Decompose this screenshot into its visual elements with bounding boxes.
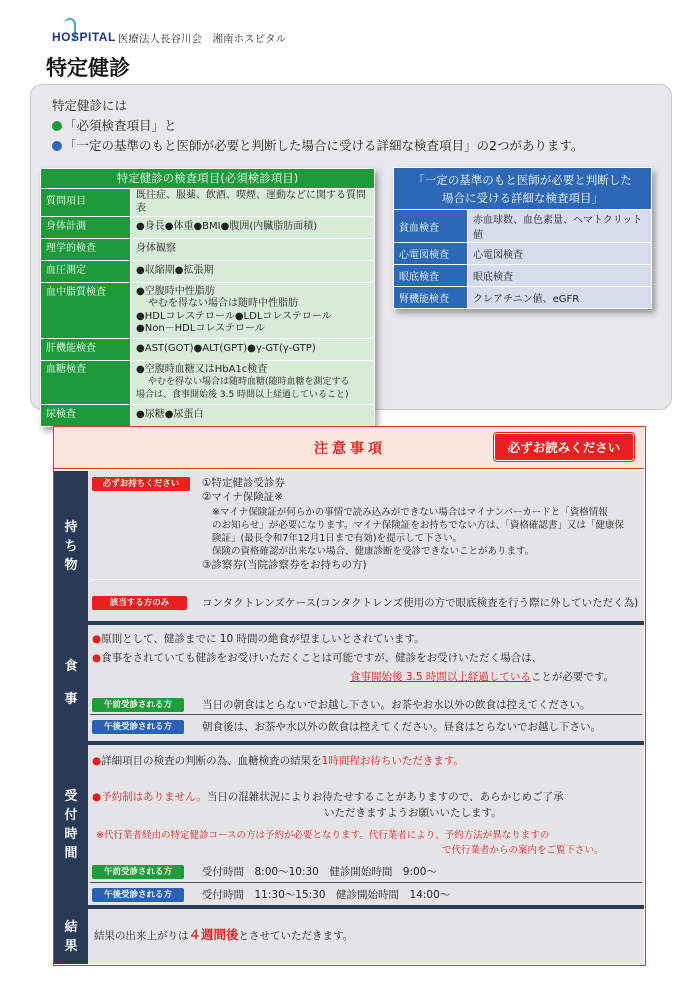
hospital-logo: HOSPITAL [52,30,116,44]
table-row-value: ●AST(GOT)●ALT(GPT)●γ-GT(γ-GTP) [131,339,375,361]
table-row-label: 血圧測定 [41,261,131,283]
red-bullet-icon: ● [92,791,102,803]
side-char: 受 [64,789,78,804]
must-read-badge: 必ずお読みください [494,433,634,461]
reception-pm-text: 受付時間 11:30～15:30 健診開始時間 14:00～ [202,889,451,901]
table-row-label: 貧血検査 [394,210,468,243]
divider [90,714,642,715]
side-char: 物 [64,557,78,573]
blue-bullet-icon [52,141,62,151]
detail-table-header [394,168,652,210]
glucose-line-1: ●空腹時血糖又はHbA1c検査 [136,363,268,375]
detail-header-line-2: 場合に受ける詳細な検査項目」 [442,190,603,205]
belongings-note-3: 険証」(最長令和7年12月1日まで有効)を提示して下さい。 [212,533,463,544]
table-row-label: 血中脂質検査 [41,283,131,339]
reception-line-2-a: 予約制はありません。 [101,791,207,803]
reception-line-2-b: 当日の混雑状況によりお待たせすることがありますので、あらかじめご了承 [206,791,564,803]
meal-section [54,625,644,741]
notice-header [54,427,644,469]
green-bullet-icon [52,121,62,131]
table-row-label: 腎機能検査 [394,287,468,309]
side-char: 果 [64,938,78,954]
intro-line-2-text: 「必須検査項目」と [64,118,177,133]
side-char: ち [64,538,78,554]
reception-line-1-a: 詳細項目の検査の判断の為、血糖検査の結果を [101,755,322,767]
table-row-label: 心電図検査 [394,243,468,265]
result-text [94,925,353,943]
table-row-value: 心電図検査 [468,243,652,265]
intro-line-2 [52,116,177,134]
reception-line-2 [92,789,564,804]
page-title: 特定健診 [46,56,130,80]
belongings-item-2: ②マイナ保険証※ [202,491,284,503]
intro-line-1: 特定健診には [52,98,128,113]
glucose-line-3: 場合は、食事開始後 3.5 時間以上経過していること) [136,389,349,400]
table-row-value: 既往症、服薬、飲酒、喫煙、運動などに関する質問表 [131,189,375,217]
bring-tag: 必ずお持ちください [92,477,190,491]
notice-panel [53,426,646,966]
meal-line-2-text: 食事をされていても健診をお受けいただくことは可能ですが、健診をお受けいただく場合は、 [101,652,543,664]
reception-section [54,745,644,905]
pm-tag: 午後受診される方 [92,720,184,734]
meal-line-2 [92,650,542,665]
detail-items-table [393,167,652,309]
meal-pm-text: 朝食後は、お茶や水以外の飲食は控えてください。昼食はとらないでお越し下さい。 [202,721,601,733]
side-char: 時 [64,827,78,842]
side-char: 食 [64,659,78,674]
table-row-value: ●収縮期●拡張期 [131,261,375,283]
result-text-c: とさせていただきます。 [238,930,354,942]
lipid-line-1: ●空腹時中性脂肪 [136,285,215,297]
reception-am-text: 受付時間 8:00～10:30 健診開始時間 9:00～ [202,866,437,878]
table-row-value: ●身長●体重●BMI●腹囲(内臓脂肪面積) [131,217,375,239]
divider [90,579,640,580]
meal-line-3 [350,669,614,684]
table-row-value [131,283,375,339]
meal-line-1-text: 原則として、健診までに 10 時間の絶食が望ましいとされています。 [101,633,425,645]
glucose-line-2: やむを得ない場合は随時血糖(随時血糖を測定する [148,377,350,388]
side-char: 事 [64,692,78,707]
side-char: 持 [64,519,78,535]
lipid-line-3: ●HDLコレステロール●LDLコレステロール [136,310,332,322]
required-table-header: 特定健診の検査項目(必須検診項目) [41,169,375,189]
meal-side-label [54,625,88,741]
result-text-a: 結果の出来上がりは [94,930,189,942]
belongings-item-3: ③診察券(当院診察券をお持ちの方) [202,559,367,571]
reception-side-label [54,745,88,905]
belongings-note-4: 保険の資格確認が出来ない場合、健康診断を受診できないことがあります。 [212,546,535,557]
side-char: 間 [64,846,78,861]
red-bullet-icon: ● [92,755,102,767]
belongings-item-4: コンタクトレンズケース(コンタクトレンズ使用の方で眼底検査を行う際に外していただく為) [202,597,639,609]
result-section [54,909,644,964]
divider [90,882,642,883]
table-row-label: 質問項目 [41,189,131,217]
table-row-label: 眼底検査 [394,265,468,287]
table-row-value: 身体観察 [131,239,375,261]
belongings-item-1: ①特定健診受診券 [202,477,285,489]
lipid-line-2: やむを得ない場合は随時中性脂肪 [148,298,298,309]
table-row-value: ●尿糖●尿蛋白 [131,405,375,427]
reception-line-3-a: ※代行業者経由の特定健診コースの方は予約が必要となります。代行業者により、予約方法が異なりますの [96,830,550,841]
pm-tag: 午後受診される方 [92,888,184,902]
required-items-table [40,168,375,427]
intro-line-3 [52,136,583,154]
reception-line-2-c: いただきますようお願いいたします。 [324,807,502,819]
reception-line-1 [92,753,464,768]
result-side-label [54,909,88,964]
table-row-label: 尿検査 [41,405,131,427]
lipid-line-4: ●Non－HDLコレステロール [136,323,265,334]
red-bullet-icon: ● [92,652,102,664]
red-bullet-icon: ● [92,633,102,645]
organization-name: 医療法人長谷川会 湘南ホスピタル [118,33,286,45]
table-row-value [131,361,375,405]
side-char: 付 [64,808,78,823]
belongings-note-2: のお知らせ」が必要になります。マイナ保険証をお持ちでない方は、「資格確認書」又は「健康保 [212,520,624,531]
table-row-label: 理学的検査 [41,239,131,261]
meal-requirement-red: 食事開始後 3.5 時間以上経過している [350,671,531,683]
notice-title: 注意事項 [314,441,386,457]
table-row-label: 身体計測 [41,217,131,239]
detail-header-line-1: 「一定の基準のもと医師が必要と判断した [413,172,632,187]
am-tag: 午前受診される方 [92,865,184,879]
table-row-value: クレアチニン値、eGFR [468,287,652,309]
belongings-side-label [54,471,88,621]
result-weeks: ４週間後 [188,927,239,942]
reception-line-3-b: で代行業者からの案内をご覧下さい。 [442,845,604,856]
meal-requirement-rest: ことが必要です。 [530,671,615,683]
applicable-tag: 該当する方のみ [92,596,187,610]
side-char: 結 [64,919,78,935]
meal-am-text: 当日の朝食はとらないでお越し下さい。お茶やお水以外の飲食は控えてください。 [202,699,591,711]
reception-line-1-b: 1時間程お待ちいただきます。 [321,755,465,767]
am-tag: 午前受診される方 [92,698,184,712]
table-row-value: 眼底検査 [468,265,652,287]
intro-line-3-text: 「一定の基準のもと医師が必要と判断した場合に受ける詳細な検査項目」の2つがあります。 [64,138,584,153]
table-row-label: 肝機能検査 [41,339,131,361]
belongings-section [54,471,644,621]
belongings-note-1: ※マイナ保険証が何らかの事情で読み込みができない場合はマイナンバーカードと「資格情報 [212,507,608,518]
meal-line-1 [92,631,425,646]
table-row-label: 血糖検査 [41,361,131,405]
table-row-value: 赤血球数、血色素量、ヘマトクリット値 [468,210,652,243]
